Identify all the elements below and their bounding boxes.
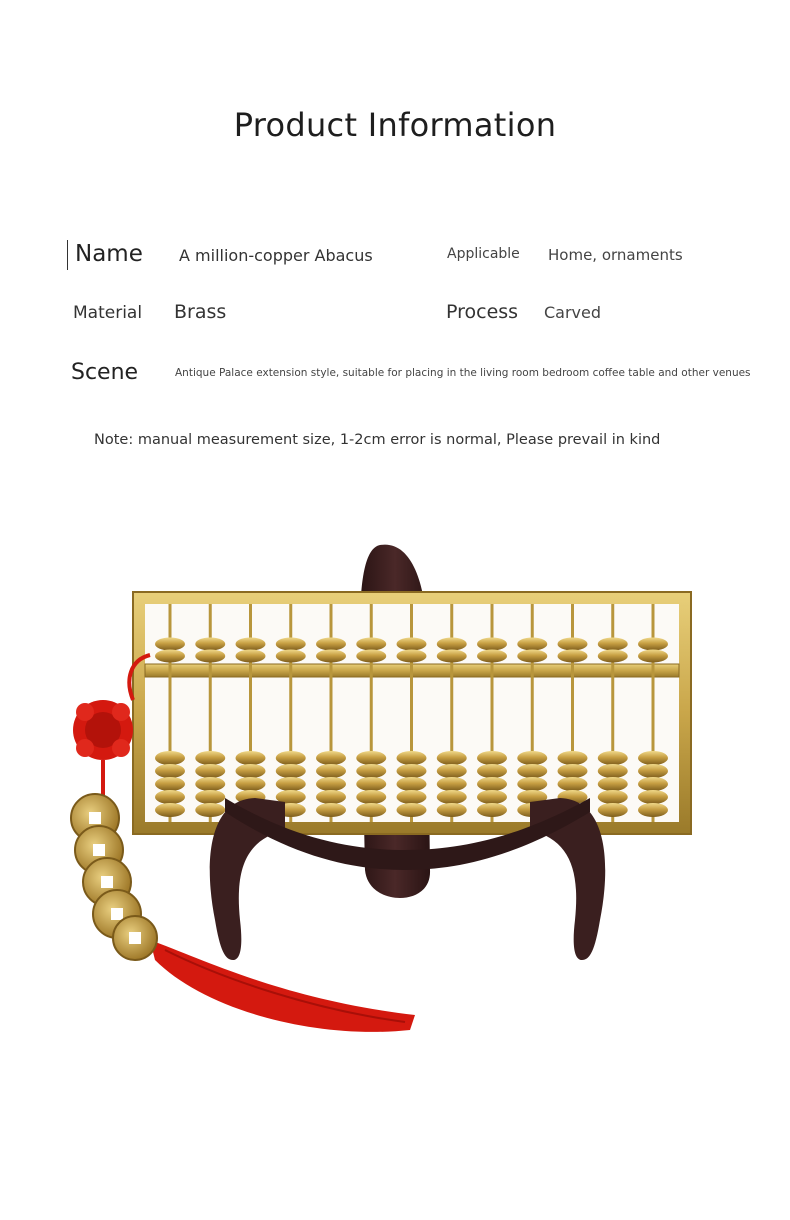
measurement-note: Note: manual measurement size, 1-2cm error is normal, Please prevail in kind [94,432,661,448]
abacus-bead [558,650,588,663]
abacus-bead [477,751,507,765]
abacus-bead [598,638,628,651]
abacus-bead [316,638,346,651]
abacus-bead [477,777,507,791]
process-value: Carved [544,303,602,322]
abacus-bead [477,803,507,817]
abacus-bead [437,764,467,778]
abacus-bead [276,650,306,663]
abacus-bead [356,638,386,651]
abacus-bead [316,790,346,804]
abacus-bead [477,638,507,651]
abacus-bead [558,764,588,778]
material-label: Material [73,303,143,323]
abacus-bead [356,650,386,663]
abacus-bead [356,764,386,778]
scene-value: Antique Palace extension style, suitable for placing in the living room bedroom coffee table and other venues [175,367,751,379]
abacus-bead [316,751,346,765]
abacus-bead [558,777,588,791]
abacus-bead [276,777,306,791]
abacus-bead [638,638,668,651]
abacus-bead [638,803,668,817]
abacus-bead [356,751,386,765]
abacus-bead [397,777,427,791]
page-title: Product Information [233,106,557,144]
abacus-bead [155,790,185,804]
abacus-bead [397,638,427,651]
abacus-bead [155,751,185,765]
abacus-bead [276,764,306,778]
abacus-bead [437,650,467,663]
abacus-bead [276,751,306,765]
abacus-bead [517,650,547,663]
abacus-bead [195,638,225,651]
abacus-bead [195,777,225,791]
abacus-bead [437,803,467,817]
abacus-bead [598,764,628,778]
abacus-bead [638,650,668,663]
abacus-bead [155,777,185,791]
abacus-bead [195,751,225,765]
abacus-bead [276,638,306,651]
abacus-bead [477,764,507,778]
abacus-bead [638,777,668,791]
abacus-bead [437,790,467,804]
abacus-bead [155,764,185,778]
abacus-bead [477,790,507,804]
abacus-bead [397,751,427,765]
abacus-bead [437,751,467,765]
abacus-bead [195,764,225,778]
process-label: Process [446,301,519,323]
abacus-bead [356,777,386,791]
abacus-bead [638,764,668,778]
abacus-bead [316,764,346,778]
abacus-bead [558,638,588,651]
material-value: Brass [174,301,227,323]
applicable-value: Home, ornaments [548,246,683,264]
abacus-bead [598,790,628,804]
brass-abacus-image [55,540,705,1070]
abacus-bead [316,803,346,817]
abacus-bead [598,777,628,791]
abacus-bead [236,638,266,651]
abacus-bead [517,777,547,791]
abacus-bead [236,650,266,663]
scene-label: Scene [71,360,139,385]
abacus-bead [236,777,266,791]
abacus-bead [356,790,386,804]
abacus-bead [397,790,427,804]
abacus-bead [477,650,507,663]
abacus-bead [437,638,467,651]
name-label: Name [75,241,143,267]
abacus-bead [397,803,427,817]
abacus-bead [517,638,547,651]
abacus-bead [397,764,427,778]
abacus-bead [598,751,628,765]
abacus-bead [236,751,266,765]
abacus-bead [638,790,668,804]
abacus-bead [316,777,346,791]
name-value: A million-copper Abacus [179,246,373,265]
abacus-bead [236,764,266,778]
abacus-bead [155,650,185,663]
abacus-bead [558,751,588,765]
abacus-bead [598,803,628,817]
name-divider-bar [67,240,68,270]
abacus-bead [195,790,225,804]
abacus-bead [598,650,628,663]
abacus-bead [437,777,467,791]
abacus-bead [316,650,346,663]
abacus-bead [397,650,427,663]
abacus-bead [517,764,547,778]
abacus-bead [638,751,668,765]
abacus-bead [155,638,185,651]
abacus-bead [356,803,386,817]
abacus-bead [195,650,225,663]
abacus-bead [195,803,225,817]
applicable-label: Applicable [447,246,520,262]
abacus-bead [155,803,185,817]
abacus-bead [517,751,547,765]
